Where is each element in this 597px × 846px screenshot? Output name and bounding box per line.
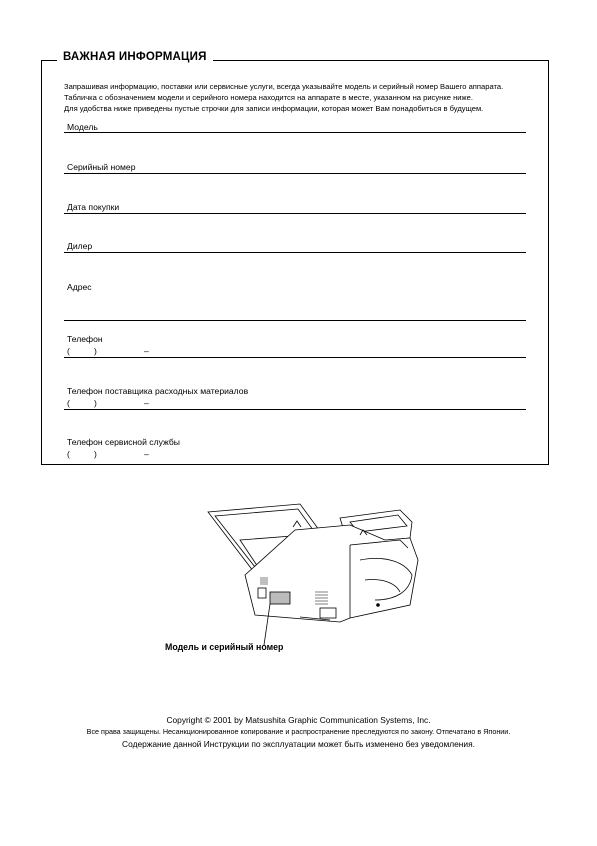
service-dash: – [144,449,149,459]
purchase-date-line[interactable] [64,213,526,214]
disclaimer-line: Содержание данной Инструкции по эксплуатации может быть изменено без уведомления. [122,739,475,749]
rights-line: Все права защищены. Несанкционированное копирование и распространение преследуются по закону. Отпечатано в Японии. [86,727,511,736]
supplies-close-paren: ) [94,398,97,408]
model-label: Модель [67,122,98,132]
intro-line-1: Запрашивая информацию, поставки или сервисные услуги, всегда указывайте модель и серийный номер Вашего аппарата. [64,82,504,91]
service-phone-label: Телефон сервисной службы [67,437,180,447]
copyright-line: Copyright © 2001 by Matsushita Graphic Communication Systems, Inc. [166,715,431,725]
address-line[interactable] [64,320,526,321]
serial-number-caption: Модель и серийный номер [165,642,284,652]
phone-line[interactable] [64,357,526,358]
phone-close-paren: ) [94,346,97,356]
purchase-date-label: Дата покупки [67,202,120,212]
intro-line-2: Табличка с обозначением модели и серийного номера находится на аппарате в месте, указанном на рисунке ниже. [64,93,473,102]
service-open-paren: ( [67,449,70,459]
dealer-label: Дилер [67,241,93,251]
phone-open-paren: ( [67,346,70,356]
service-close-paren: ) [94,449,97,459]
serial-label: Серийный номер [67,162,136,172]
phone-dash: – [144,346,149,356]
supplies-phone-label: Телефон поставщика расходных материалов [67,386,249,396]
important-info-box [41,60,549,465]
supplies-open-paren: ( [67,398,70,408]
intro-line-3: Для удобства ниже приведены пустые строчки для записи информации, которая может Вам понадобиться в будущем. [64,104,484,113]
supplies-phone-line[interactable] [64,409,526,410]
model-line[interactable] [64,132,526,133]
phone-label: Телефон [67,334,103,344]
dealer-line[interactable] [64,252,526,253]
serial-line[interactable] [64,173,526,174]
address-label: Адрес [67,282,92,292]
box-title: ВАЖНАЯ ИНФОРМАЦИЯ [57,51,213,63]
fax-machine-illustration [200,500,430,650]
supplies-dash: – [144,398,149,408]
